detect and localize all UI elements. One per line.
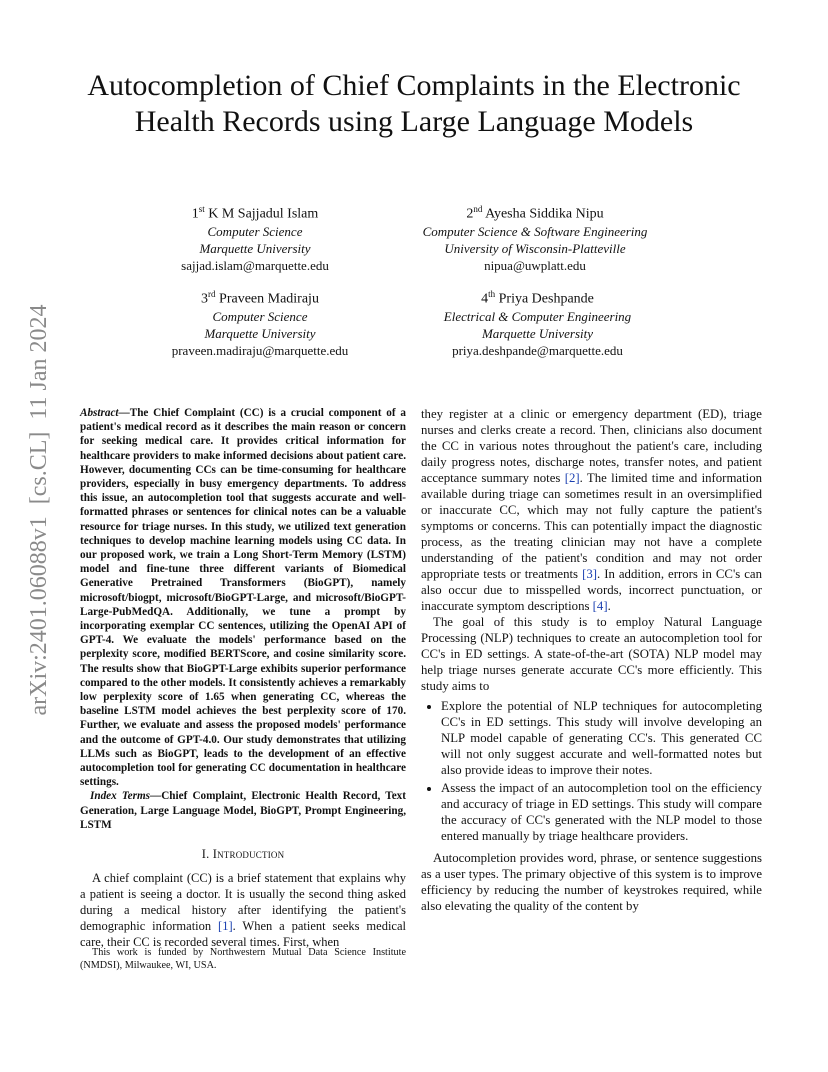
author-institution: Marquette University [199, 240, 311, 256]
author-block [140, 201, 370, 274]
index-terms-label: Index Terms [90, 790, 151, 803]
abstract-label: Abstract [80, 407, 119, 419]
author-email: priya.deshpande@marquette.edu [452, 342, 623, 358]
author-name: 4th Priya Deshpande [481, 289, 594, 307]
right-column [421, 406, 762, 914]
author-email: praveen.madiraju@marquette.edu [171, 342, 349, 358]
citation-link[interactable]: [3] [582, 567, 597, 581]
author-name: 3rd Praveen Madiraju [201, 289, 319, 307]
author-department: Computer Science [207, 223, 303, 239]
author-department: Computer Science [212, 308, 308, 324]
author-department: Electrical & Computer Engineering [443, 308, 632, 324]
intro-paragraph-continued: they register at a clinic or emergency department (ED), triage nurses and clerks create a record. Then, clinicians also document the CC in various notes throughout the patient's care, including daily progress notes, discharge notes, transfer notes, and patient acceptance summary notes [2]. The limited time and information available during triage can sometimes result in an oversimplified or inaccurate CC, which may not fully capture the patient's symptoms or concerns. This can potentially impact the diagnostic process, as the treating clinician may not have a complete understanding of the patient's condition and may not order appropriate tests or treatments [3]. In addition, errors in CC's can also occur due to misspelled words, incorrect punctuation, or inaccurate symptom descriptions [4]. [421, 407, 763, 613]
author-name: 1st K M Sajjadul Islam [191, 204, 319, 222]
author-email: nipua@uwplatt.edu [484, 257, 586, 273]
author-institution: University of Wisconsin-Platteville [444, 240, 626, 256]
citation-link[interactable]: [2] [564, 471, 580, 485]
abstract-text: —The Chief Complaint (CC) is a crucial component of a patient's medical record as it describes the main reason or concern for seeking medical care. It provides critical information for healthcare providers to make informed decisions about patient care. However, documenting CCs can be time-consuming for healthcare providers, especially in busy emergency departments. To address this issue, an autocompletion tool that suggests accurate and well-formatted phrases or sentences for clinical notes can be a valuable resource for triage nurses. In this study, we utilized text generation techniques to develop machine learning models using CC data. In our proposed work, we train a Long Short-Term Memory (LSTM) model and fine-tune three different variants of Biomedical Generative Pretrained Transformers (BioGPT), namely microsoft/biogpt, microsoft/BioGPT-Large, and microsoft/BioGPT-Large-PubMedQA. Additionally, we tune a prompt by incorporating exemplar CC sentences, utilizing the OpenAI API of GPT-4. We evaluate the models' performance based on the perplexity score, modified BERTScore, and cosine similarity score. The results show that BioGPT-Large exhibits superior performance compared to the other models. It consistently achieves a remarkably low perplexity score of 1.65 when generating CC, whereas the baseline LSTM model achieves the best perplexity score of 170. Further, we evaluate and assess the proposed models' performance and the outcome of GPT-4.0. Our study demonstrates that utilizing LLMs such as BioGPT, leads to the development of an effective autocompletion tool for generating CC documentation in healthcare settings. [80, 407, 406, 789]
author-block [400, 201, 670, 274]
citation-link[interactable]: [1] [218, 919, 233, 934]
left-column [80, 406, 406, 950]
arxiv-stamp-text: arXiv:2401.06088v1 [cs.CL] 11 Jan 2024 [26, 304, 52, 716]
abstract [80, 406, 406, 789]
author-name: 2nd Ayesha Siddika Nipu [466, 204, 604, 222]
author-department: Computer Science & Software Engineering [422, 223, 648, 239]
list-item: • Explore the potential of NLP techniques for autocompleting CC's in ED settings. This study will involve developing an NLP model capable of generating CC's. This generated CC will not only suggest accurate and well-formatted notes but also provide ideas to improve their notes. [441, 698, 762, 778]
list-item: • Assess the impact of an autocompletion tool on the efficiency and accuracy of triage in ED settings. This study will compare the accuracy of CC's generated with the NLP model to those entered manually by triage healthcare providers. [441, 780, 762, 844]
author-institution: Marquette University [481, 325, 594, 341]
author-block [140, 286, 380, 359]
section-heading: I. Introduction [201, 847, 285, 862]
intro-paragraph: A chief complaint (CC) is a brief statement that explains why a patient is seeing a doctor. It is usually the second thing asked during a medical history after identifying the patient's demographic information [1]. When a patient seeks medical care, their CC is recorded several times. First, when [80, 871, 406, 950]
goal-paragraph: The goal of this study is to employ Natural Language Processing (NLP) techniques to create an autocompletion tool for CC's in ED settings. A state-of-the-art (SOTA) NLP model may help triage nurses generate accurate CC's more efficiently. This study aims to [421, 615, 762, 693]
paper-title: Autocompletion of Chief Complaints in the Electronic Health Records using Large Language Models [87, 69, 741, 138]
author-block [420, 286, 655, 359]
citation-link[interactable]: [4] [592, 599, 608, 613]
index-terms [80, 789, 406, 832]
author-email: sajjad.islam@marquette.edu [181, 257, 329, 273]
autocompletion-paragraph: Autocompletion provides word, phrase, or sentence suggestions as a user types. The primary objective of this system is to improve efficiency by reducing the number of keystrokes required, while also elevating the quality of the content by [421, 851, 762, 913]
footnote: This work is funded by Northwestern Mutual Data Science Institute (NMDSI), Milwaukee, WI, USA. [80, 947, 406, 971]
aims-list [421, 698, 762, 844]
index-terms-text: —Chief Complaint, Electronic Health Record, Text Generation, Large Language Model, BioGPT, Prompt Engineering, LSTM [80, 790, 406, 831]
author-institution: Marquette University [204, 325, 316, 341]
arxiv-stamp [22, 295, 54, 725]
